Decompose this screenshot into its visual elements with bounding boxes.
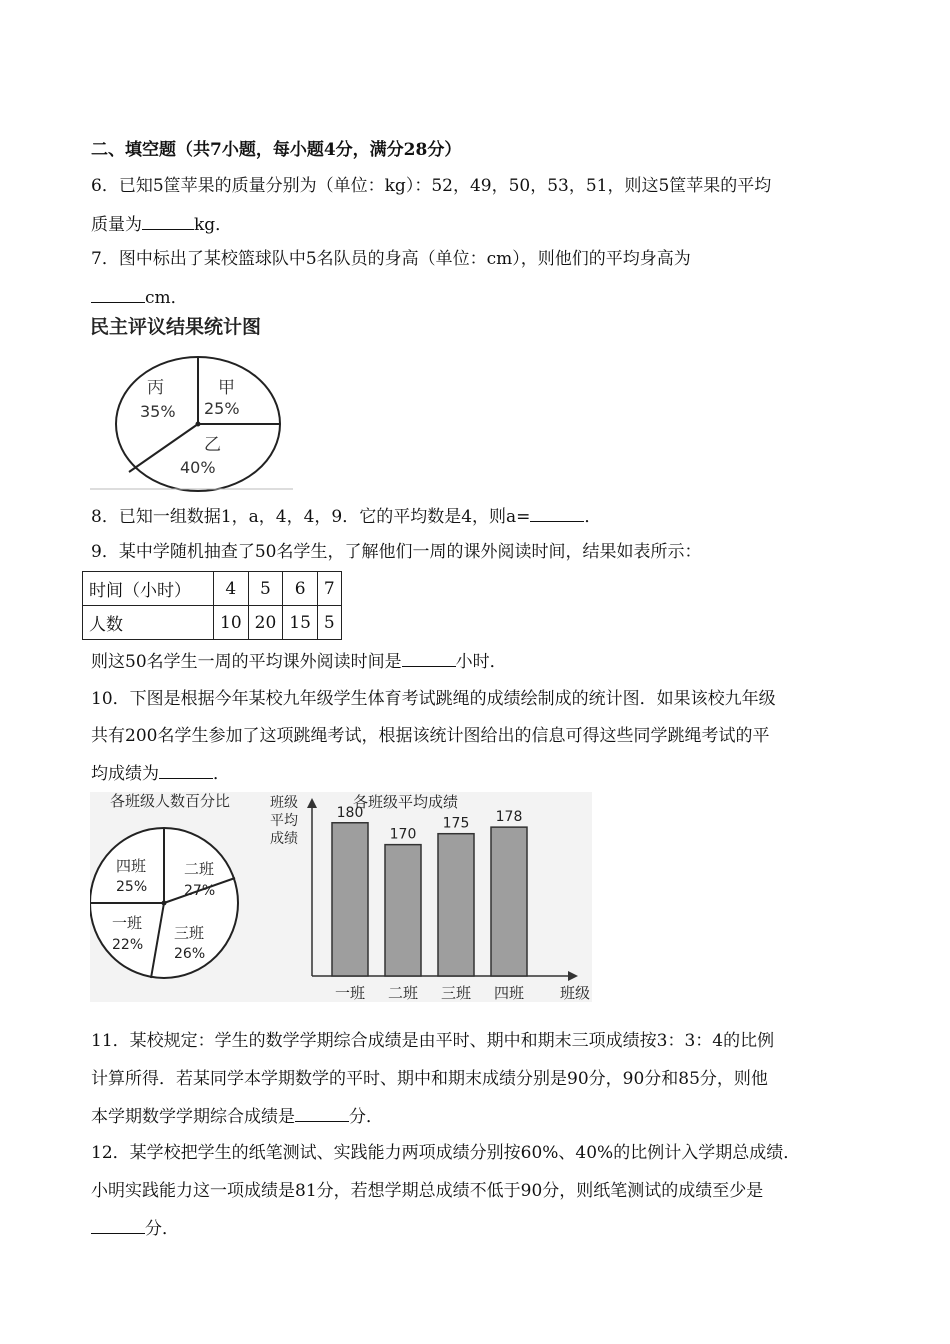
q10-bar-value-label: 170 [389,826,417,843]
q7-line1: 7．图中标出了某校篮球队中5名队员的身高（单位：cm），则他们的平均身高为 [91,249,691,269]
q10-pie-pct-class2: 27% [184,883,216,899]
q6-answer-blank[interactable] [142,213,194,230]
q6-line2 [91,213,232,236]
q10-line3 [91,762,230,785]
q10-pie-pct-class3: 26% [174,946,206,962]
q12-line2: 小明实践能力这一项成绩是81分，若想学期总成绩不低于90分，则纸笔测试的成绩至少是 [91,1181,764,1201]
q10-bar-value-label: 180 [336,804,364,821]
q7-pie-center [196,422,201,427]
q10-pie-pct-class4: 25% [116,879,148,895]
q7-line2-post: cm． [145,288,188,308]
q10-pie-label-class2: 二班 [184,860,215,878]
q10-chart-figure [90,792,592,1002]
q8-line [91,505,601,528]
q10-bar-2 [385,845,421,976]
q10-bar-value-label: 175 [442,815,470,832]
q10-bar-ylabel-2: 平均 [270,813,298,829]
q9-table-row-count [83,606,342,640]
q7-pie-title: 民主评议结果统计图 [90,316,262,338]
q11-line3-pre: 本学期数学学期综合成绩是 [91,1107,295,1127]
q10-bar-4 [491,827,527,976]
q7-line2 [91,286,188,309]
q7-slice-percent-bing: 35% [140,402,176,421]
q10-bar-xlabel: 班级 [560,984,591,1002]
q9-cell: 5 [248,572,283,606]
q9-cell: 10 [214,606,249,640]
q11-line3-post: 分． [349,1107,383,1127]
q9-cell: 6 [283,572,318,606]
q10-pie-chart [90,792,238,978]
q10-bar-category-label: 二班 [387,984,419,1002]
q10-pie-pct-class1: 22% [112,937,144,953]
q9-after-pre: 则这50名学生一周的平均课外阅读时间是 [91,652,402,672]
q10-pie-center [162,901,167,906]
q12-line3-post: 分． [145,1219,179,1239]
q6-line2-pre: 质量为 [91,215,142,235]
q10-line1: 10．下图是根据今年某校九年级学生体育考试跳绳的成绩绘制成的统计图．如果该校九年级 [91,689,776,709]
q8-text-pre: 8．已知一组数据1，a，4，4，9．它的平均数是4，则a= [91,507,531,527]
q12-answer-blank[interactable] [91,1217,145,1234]
q10-bar-category-label: 三班 [440,984,472,1002]
q6-line2-post: kg． [194,215,233,235]
q11-line3 [91,1105,383,1128]
q9-after [91,650,507,673]
q10-pie-label-class3: 三班 [174,924,205,942]
q11-line2: 计算所得．若某同学本学期数学的平时、期中和期末成绩分别是90分，90分和85分，则他 [91,1069,768,1089]
q10-bar-chart [270,793,590,1002]
q7-slice-name-jia: 甲 [218,378,235,398]
q11-line1: 11．某校规定：学生的数学学期综合成绩是由平时、期中和期末三项成绩按3：3：4的比例 [91,1031,775,1051]
q10-bar-ylabel-3: 成绩 [270,831,298,847]
q10-bar-ylabel-1: 班级 [270,795,298,811]
q9-cell: 4 [214,572,249,606]
q9-cell: 15 [283,606,318,640]
q10-line3-post: ． [213,764,230,784]
q7-slice-name-bing: 丙 [147,378,164,398]
q10-line2: 共有200名学生参加了这项跳绳考试，根据该统计图给出的信息可得这些同学跳绳考试的平 [91,726,770,746]
q10-line3-pre: 均成绩为 [91,764,159,784]
q6-line1: 6．已知5筐苹果的质量分别为（单位：kg）：52，49，50，53，51，则这5筐苹果的平均 [91,176,772,196]
q10-pie-label-class1: 一班 [112,914,143,932]
q11-answer-blank[interactable] [295,1105,349,1122]
q7-pie-figure [88,312,303,492]
q8-answer-blank[interactable] [530,505,584,522]
q10-bar-y-arrow [307,798,317,808]
q10-bar-title: 各班级平均成绩 [353,793,459,811]
q8-text-post: ． [584,507,602,527]
q9-cell: 5 [317,606,341,640]
q10-bar-3 [438,834,474,976]
q9-row-header-time: 时间（小时） [83,572,214,606]
q10-bar-1 [332,823,368,976]
q10-pie-title: 各班级人数百分比 [110,792,231,810]
q9-intro: 9．某中学随机抽查了50名学生，了解他们一周的课外阅读时间，结果如表所示： [91,542,702,562]
q9-after-post: 小时． [455,652,507,672]
q10-bar-category-label: 四班 [493,984,525,1002]
q12-line1: 12．某学校把学生的纸笔测试、实践能力两项成绩分别按60%、40%的比例计入学期总成绩． [91,1143,801,1163]
q7-slice-name-yi: 乙 [204,435,221,455]
q9-table [82,571,342,640]
q12-line3 [91,1217,179,1240]
q10-bar-value-label: 178 [495,809,523,826]
q10-bar-category-label: 一班 [334,984,366,1002]
section-heading: 二、填空题（共7小题，每小题4分，满分28分） [91,140,462,160]
q10-bar-x-arrow [568,971,578,981]
q7-slice-percent-jia: 25% [204,399,240,418]
q9-table-row-time [83,572,342,606]
q9-answer-blank[interactable] [402,650,456,667]
q10-answer-blank[interactable] [159,762,213,779]
q9-cell: 7 [317,572,341,606]
q9-row-header-count: 人数 [83,606,214,640]
q7-slice-percent-yi: 40% [180,458,216,477]
q7-answer-blank[interactable] [91,286,145,303]
q10-pie-label-class4: 四班 [116,857,147,875]
q9-cell: 20 [248,606,283,640]
